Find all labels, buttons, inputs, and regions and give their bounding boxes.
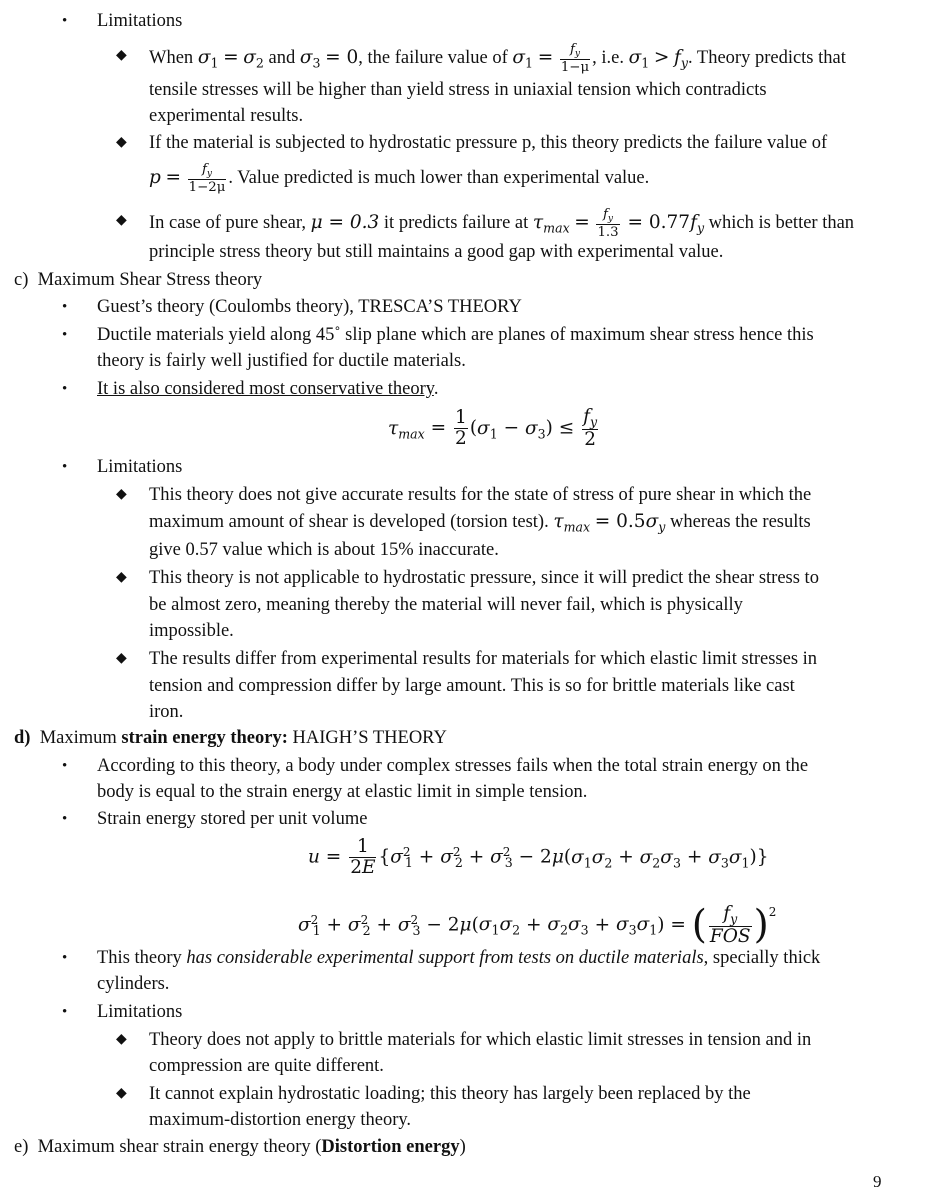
secD-bullet1-line2: body is equal to the strain energy at elastic limit in simple tension.	[97, 782, 588, 802]
secC-lim2-line3: impossible.	[149, 621, 234, 641]
lim1-item2-line2: p = $\frac{f_y}{1-2\mu}$ . Value predicted is much lower than experimental value.	[149, 162, 650, 196]
secC-bullet3: It is also considered most conservative theory.	[97, 379, 439, 399]
secC-limitations-heading: Limitations	[97, 457, 183, 477]
secD-lim2-line2: maximum-distortion energy theory.	[149, 1110, 412, 1130]
secC-lim2-line1: This theory is not applicable to hydrostatic pressure, since it will predict the shear stress to	[149, 568, 819, 588]
diamond-bullet-icon: ◆	[116, 651, 127, 666]
section-c-heading: c) Maximum Shear Stress theory	[14, 270, 263, 290]
secD-support-line1: This theory has considerable experimental support from tests on ductile materials, specially thick	[97, 948, 821, 968]
section-e-heading: e) Maximum shear strain energy theory (Distortion energy)	[14, 1137, 466, 1157]
lim1-item3-line1: In case of pure shear, μ = 0.3 it predicts failure at $\tau_{max}$ = $\frac{f_y}{1.3}$ = $0.77f_y$ which is better than	[149, 207, 855, 241]
lim1-item1-line2: tensile stresses will be higher than yield stress in uniaxial tension which contradicts	[149, 80, 767, 100]
diamond-bullet-icon: ◆	[116, 1032, 127, 1047]
secC-lim3-line3: iron.	[149, 702, 184, 722]
diamond-bullet-icon: ◆	[116, 1086, 127, 1101]
tresca-equation: $\tau_{max}$ = $\frac{1}{2}$ $(\sigma_1 - \sigma_3)$ ≤ $\frac{f_y}{2}$	[388, 406, 598, 450]
haigh-failure-equation: $\sigma^2_1 + \sigma^2_2 + \sigma^2_3 - 2\mu(\sigma_1\sigma_2 + \sigma_2\sigma_3 + \sigma_3\sigma_1)$ = ( $\frac{f_y}{\text{FOS}}$ )$^2$	[298, 902, 777, 948]
secC-lim2-line2: be almost zero, meaning thereby the material will never fail, which is physically	[149, 595, 743, 615]
bullet-icon: •	[62, 1004, 68, 1020]
secC-lim1-line3: give 0.57 value which is about 15% inaccurate.	[149, 540, 499, 560]
lim1-item2-line1: If the material is subjected to hydrostatic pressure p, this theory predicts the failure value of	[149, 133, 828, 153]
bullet-icon: •	[62, 811, 68, 827]
secD-lim1-line1: Theory does not apply to brittle materials for which elastic limit stresses in tension and in	[149, 1030, 812, 1050]
limitations-heading: Limitations	[97, 11, 183, 31]
secD-lim2-line1: It cannot explain hydrostatic loading; this theory has largely been replaced by the	[149, 1084, 751, 1104]
bullet-icon: •	[62, 459, 68, 475]
strain-energy-equation: u = $\frac{1}{2E}$ $\{\sigma^2_1 + \sigma^2_2 + \sigma^2_3 - 2\mu(\sigma_1\sigma_2 + \sigma_2\sigma_3 + \sigma_3\sigma_1)\}$	[308, 836, 769, 878]
diamond-bullet-icon: ◆	[116, 487, 127, 502]
diamond-bullet-icon: ◆	[116, 135, 127, 150]
bullet-icon: •	[62, 758, 68, 774]
secD-lim1-line2: compression are quite different.	[149, 1056, 384, 1076]
bullet-icon: •	[62, 13, 68, 29]
lim1-item1-line1: When $\sigma_1 = \sigma_2$ and $\sigma_3 = 0$, the failure value of $\sigma_1$ = $\frac{f_y}{1-\mu}$ , i.e. $\sigma_1 > f_y$. Theory predicts that	[149, 42, 846, 76]
secC-bullet2-line1: Ductile materials yield along 45˚ slip plane which are planes of maximum shear stress hence this	[97, 325, 814, 345]
secD-support-line2: cylinders.	[97, 974, 170, 994]
bullet-icon: •	[62, 327, 68, 343]
diamond-bullet-icon: ◆	[116, 213, 127, 228]
secC-lim1-line1: This theory does not give accurate results for the state of stress of pure shear in which the	[149, 485, 812, 505]
bullet-icon: •	[62, 299, 68, 315]
section-d-heading: d) Maximum strain energy theory: HAIGH’S THEORY	[14, 728, 447, 748]
diamond-bullet-icon: ◆	[116, 570, 127, 585]
secC-lim3-line2: tension and compression differ by large amount. This is so for brittle materials like cast	[149, 676, 795, 696]
secC-lim1-line2: maximum amount of shear is developed (torsion test). $\tau_{max} = 0.5\sigma_y$ whereas the results	[149, 511, 811, 535]
diamond-bullet-icon: ◆	[116, 48, 127, 63]
bullet-icon: •	[62, 381, 68, 397]
page-number: 9	[873, 1172, 882, 1191]
secC-bullet1: Guest’s theory (Coulombs theory), TRESCA’S THEORY	[97, 297, 522, 317]
secD-bullet1-line1: According to this theory, a body under complex stresses fails when the total strain energy on the	[97, 756, 809, 776]
secC-lim3-line1: The results differ from experimental results for materials for which elastic limit stresses in	[149, 649, 818, 669]
secD-limitations-heading: Limitations	[97, 1002, 183, 1022]
lim1-item1-line3: experimental results.	[149, 106, 304, 126]
lim1-item3-line2: principle stress theory but still maintains a good gap with experimental value.	[149, 242, 724, 262]
secD-bullet2: Strain energy stored per unit volume	[97, 809, 368, 829]
secC-bullet2-line2: theory is fairly well justified for ductile materials.	[97, 351, 466, 371]
bullet-icon: •	[62, 950, 68, 966]
